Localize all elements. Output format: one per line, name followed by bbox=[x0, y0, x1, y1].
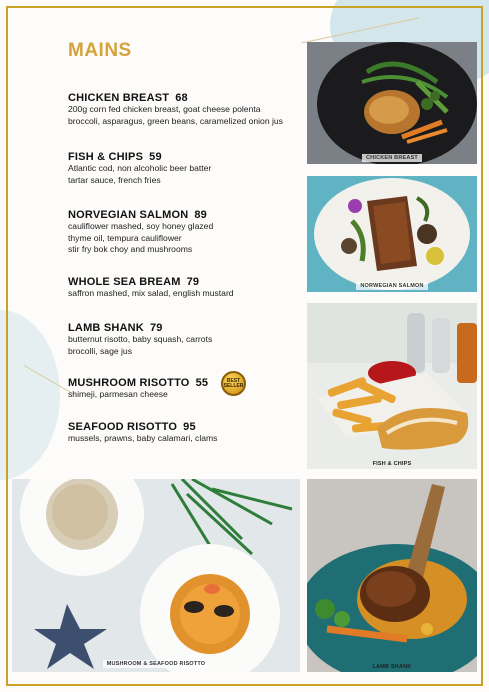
description-line: cauliflower mashed, soy honey glazed bbox=[68, 221, 214, 231]
menu-item-description bbox=[68, 163, 308, 186]
menu-item-description bbox=[68, 104, 313, 127]
best-seller-badge bbox=[221, 371, 246, 396]
menu-item-description bbox=[68, 334, 308, 357]
menu-item-chicken-breast bbox=[68, 92, 313, 127]
menu-item-name: LAMB SHANK bbox=[68, 322, 144, 334]
photo-caption: CHICKEN BREAST bbox=[307, 154, 477, 162]
photo-mushroom-seafood-risotto bbox=[12, 479, 300, 672]
best-seller-label: BEST SELLER bbox=[223, 377, 244, 389]
description-line: thyme oil, tempura cauliflower bbox=[68, 232, 182, 243]
photo-fish-and-chips bbox=[307, 303, 477, 469]
menu-item-heading bbox=[68, 276, 308, 288]
photo-caption: FISH & CHIPS bbox=[372, 461, 412, 467]
description-line: saffron mashed, mix salad, english mustard bbox=[68, 288, 234, 298]
menu-item-price: 95 bbox=[183, 421, 196, 433]
menu-item-seafood-risotto bbox=[68, 421, 308, 445]
lamb-shank-image bbox=[307, 479, 477, 672]
menu-item-description bbox=[68, 389, 308, 401]
menu-item-price: 68 bbox=[175, 92, 188, 104]
photo-chicken-breast bbox=[307, 42, 477, 164]
risotto-dishes-image bbox=[12, 479, 300, 672]
menu-item-price: 59 bbox=[149, 151, 162, 163]
description-line: 200g corn fed chicken breast, goat cheese polenta bbox=[68, 104, 261, 114]
menu-item-price: 55 bbox=[195, 377, 209, 389]
menu-item-fish-and-chips bbox=[68, 151, 308, 186]
photo-norwegian-salmon bbox=[307, 176, 477, 292]
menu-item-heading bbox=[68, 209, 308, 221]
menu-item-lamb-shank bbox=[68, 322, 308, 357]
menu-item-name: MUSHROOM RISOTTO bbox=[68, 377, 190, 389]
menu-item-name: FISH & CHIPS bbox=[68, 151, 144, 163]
menu-item-description bbox=[68, 221, 308, 256]
photo-caption: LAMB SHANK bbox=[372, 664, 412, 670]
fish-and-chips-image bbox=[307, 303, 477, 469]
menu-item-name: SEAFOOD RISOTTO bbox=[68, 421, 178, 433]
menu-item-price: 89 bbox=[194, 209, 207, 221]
menu-item-heading bbox=[68, 421, 308, 433]
description-line: broccoli, asparagus, green beans, caramelized onion jus bbox=[68, 115, 283, 126]
menu-item-name: WHOLE SEA BREAM bbox=[68, 276, 181, 288]
menu-item-price: 79 bbox=[149, 322, 163, 334]
description-line: stir fry bok choy and mushrooms bbox=[68, 244, 193, 254]
menu-item-description bbox=[68, 288, 308, 300]
description-line: butternut risotto, baby squash, carrots bbox=[68, 334, 213, 344]
description-line: Atlantic cod, non alcoholic beer batter bbox=[68, 163, 212, 173]
menu-item-description bbox=[68, 433, 308, 445]
menu-item-price: 79 bbox=[186, 276, 200, 288]
description-line: tartar sauce, french fries bbox=[68, 174, 161, 185]
menu-item-heading bbox=[68, 92, 313, 104]
menu-item-name: NORVEGIAN SALMON bbox=[68, 209, 189, 221]
menu-item-heading bbox=[68, 322, 308, 334]
menu-item-heading bbox=[68, 377, 308, 389]
menu-item-name: CHICKEN BREAST bbox=[68, 92, 170, 104]
description-line: brocolli, sage jus bbox=[68, 345, 133, 356]
salmon-dish-image bbox=[307, 176, 477, 292]
chicken-dish-image bbox=[307, 42, 477, 164]
menu-item-mushroom-risotto bbox=[68, 377, 308, 401]
photo-lamb-shank bbox=[307, 479, 477, 672]
photo-caption: NORWEGIAN SALMON bbox=[307, 282, 477, 290]
section-title: MAINS bbox=[68, 40, 132, 61]
photo-caption: MUSHROOM & SEAFOOD RISOTTO bbox=[12, 660, 300, 668]
description-line: mussels, prawns, baby calamari, clams bbox=[68, 433, 218, 443]
menu-item-heading bbox=[68, 151, 308, 163]
menu-item-whole-sea-bream bbox=[68, 276, 308, 300]
menu-item-norvegian-salmon bbox=[68, 209, 308, 256]
description-line: shimeji, parmesan cheese bbox=[68, 389, 168, 399]
